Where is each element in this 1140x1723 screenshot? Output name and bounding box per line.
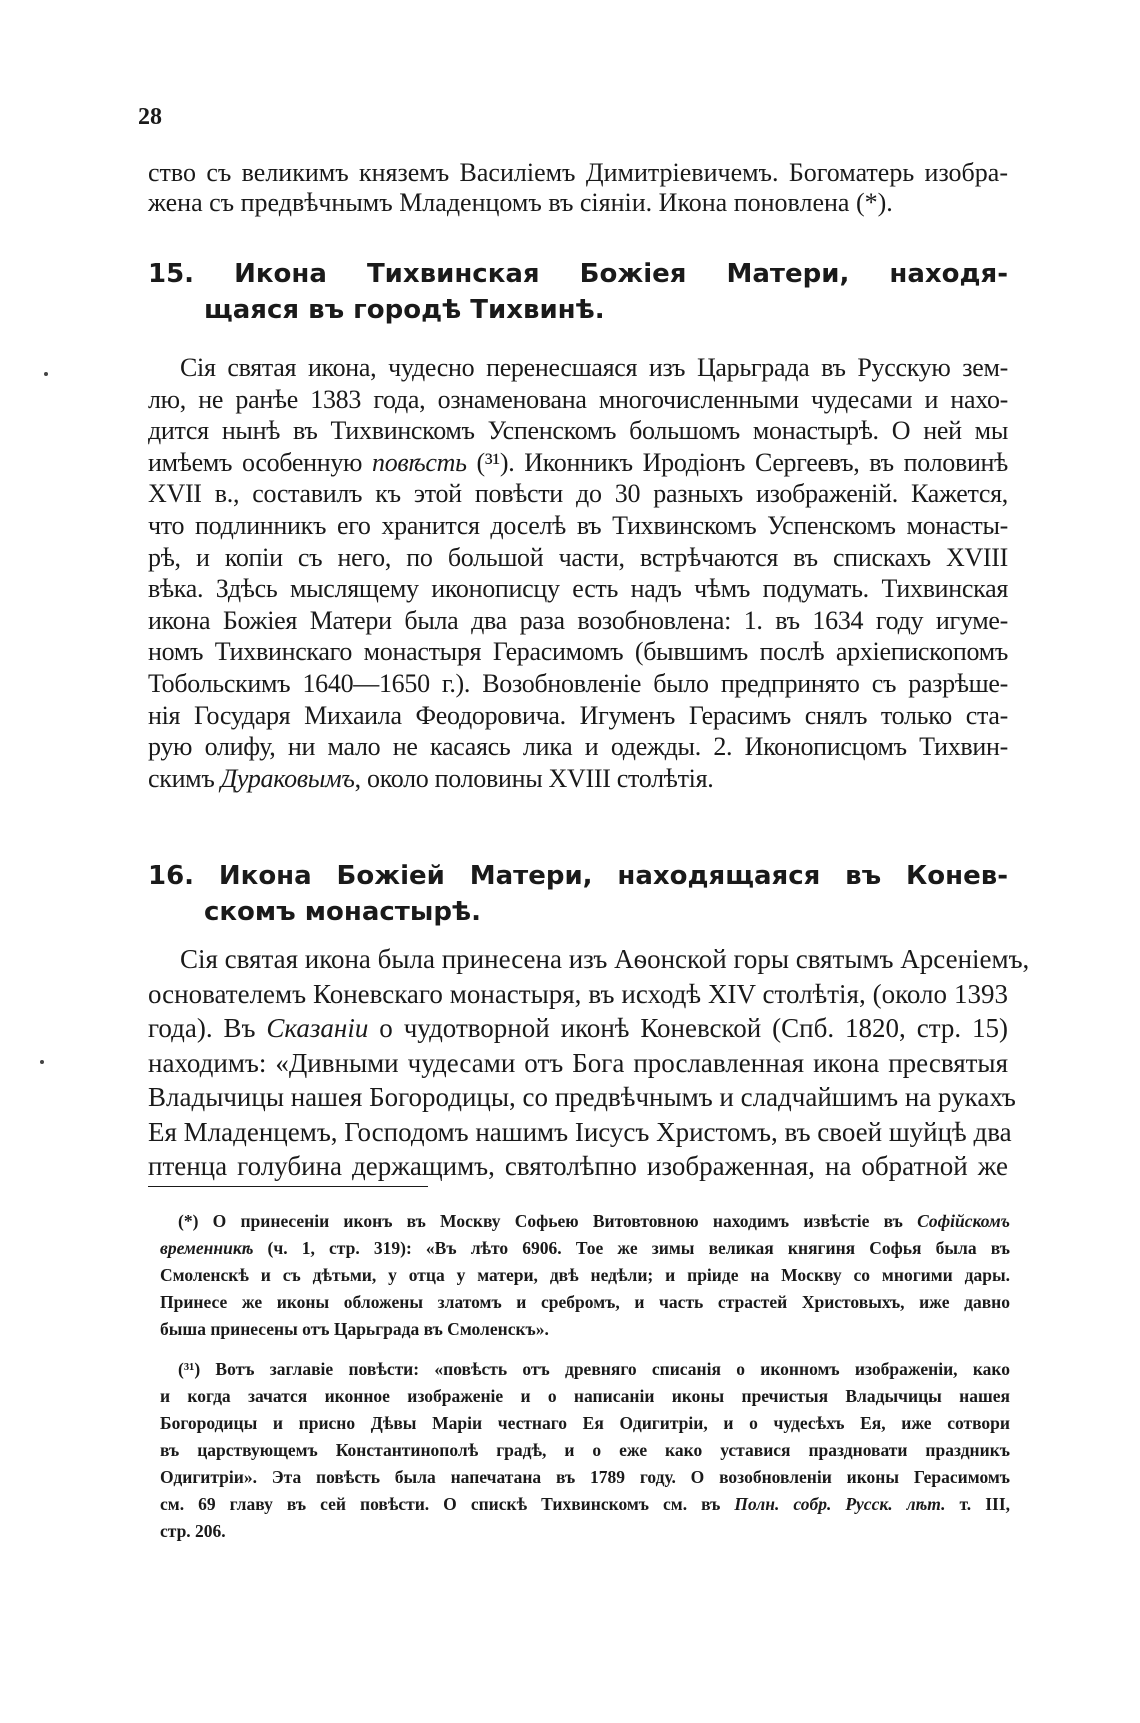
fn31-line-1: (³¹) Вотъ заглавіе повѣсти: «повѣсть отъ древняго списанія о иконномъ изображеніи, како [178, 1359, 1010, 1379]
footnote-separator [148, 1186, 428, 1187]
section-16-heading-line-1: 16. Икона Божіей Матери, находящаяся въ Конев- [148, 861, 1008, 891]
s15-line-4 [148, 447, 1008, 479]
fn-star-line-2-text: (ч. 1, стр. 319): «Въ лѣто 6906. Тое же зимы великая княгиня Софья была въ [253, 1238, 1010, 1258]
s15-line-14-italic: Дураковымъ [220, 763, 355, 793]
intro-paragraph-block [148, 158, 1008, 218]
s16-line-3-italic: Сказаніи [266, 1013, 369, 1043]
section-16-paragraph [148, 942, 1030, 1184]
section-15-heading-line-2: щаяся въ городѣ Тихвинѣ. [204, 295, 605, 325]
s15-line-4-italic: повѣсть [372, 447, 467, 477]
s15-line-7: рѣ, и копіи съ него, по большой части, встрѣчаются въ спискахъ XVIII [148, 542, 1008, 572]
s16-line-7: птенца голубина держащимъ, святолѣпно изображенная, на обратной же [148, 1151, 1008, 1181]
s15-line-10: номъ Тихвинскаго монастыря Герасимомъ (бывшимъ послѣ архіепископомъ [148, 637, 1008, 667]
section-16-paragraph-block [148, 942, 1030, 1184]
footnote-star [160, 1208, 1010, 1343]
fn31-line-7: стр. 206. [160, 1521, 226, 1541]
section-16-heading-block [148, 858, 1008, 930]
intro-paragraph [148, 158, 1008, 218]
fn31-line-6-text-b: т. III, [945, 1494, 1011, 1514]
s15-line-13: рую олифу, ни мало не касаясь лика и одежды. 2. Иконописцомъ Тихвин- [148, 732, 1008, 762]
s15-line-2: лю, не ранѣе 1383 года, ознаменована многочисленными чудесами и нахо- [148, 384, 1008, 414]
section-15-paragraph-block [148, 352, 1008, 794]
section-16-heading-line-2: скомъ монастырѣ. [204, 897, 481, 927]
s15-line-1: Сія святая икона, чудесно перенесшаяся изъ Царьграда въ Русскую зем- [180, 353, 1008, 382]
s16-line-1: Сія святая икона была принесена изъ Аѳонской горы святымъ Арсеніемъ, [180, 944, 1030, 974]
fn-star-line-1-text: (*) О принесеніи иконъ въ Москву Софьею Витовтовною находимъ извѣстіе въ [178, 1211, 918, 1231]
fn31-line-6 [160, 1491, 1010, 1518]
fn-star-line-1-italic: Софійскомъ [917, 1211, 1010, 1231]
s15-line-14-text-a: скимъ [148, 763, 221, 793]
s16-line-3 [148, 1011, 1008, 1046]
s16-line-4: находимъ: «Дивными чудесами отъ Бога прославленная икона пресвятыя [148, 1047, 1008, 1078]
s16-line-3-text-a: года). Въ [148, 1013, 267, 1043]
section-15-heading-line-1: 15. Икона Тихвинская Божіея Матери, находя- [148, 259, 1008, 289]
fn31-line-2: и когда зачатся иконное изображеніе и о написаніи иконы пречистыя Владычицы нашея [160, 1386, 1010, 1406]
page-number: 28 [138, 104, 162, 130]
s15-line-11: Тобольскимъ 1640—1650 г.). Возобновленіе было предпринято съ разрѣше- [148, 668, 1008, 698]
fn31-line-6-italic: Полн. собр. Русск. лѣт. [734, 1494, 946, 1514]
section-15-heading-block [148, 256, 1008, 328]
s16-line-2: основателемъ Коневскаго монастыря, въ исходѣ XIV столѣтія, (около 1393 [148, 978, 1008, 1009]
s15-line-8: вѣка. Здѣсь мыслящему иконописцу есть надъ чѣмъ подумать. Тихвинская [148, 574, 1008, 604]
s15-line-12: нія Государя Михаила Феодоровича. Игуменъ Герасимъ снялъ только ста- [148, 700, 1008, 730]
s15-line-4-text-b: (³¹). Иконникъ Иродіонъ Сергеевъ, въ половинѣ [466, 447, 1008, 477]
fn31-line-5: Одигитріи». Эта повѣсть была напечатана въ 1789 году. О возобновленіи иконы Герасимомъ [160, 1467, 1010, 1487]
s15-line-5: XVII в., составилъ къ этой повѣсти до 30 разныхъ изображеній. Кажется, [148, 479, 1008, 509]
s15-line-9: икона Божіея Матери была два раза возобновлена: 1. въ 1634 году игуме- [148, 605, 1008, 635]
footnote-31 [160, 1356, 1010, 1545]
s15-line-14-text-b: , около половины XVIII столѣтія. [354, 763, 714, 793]
fn31-line-6-text-a: см. 69 главу въ сей повѣсти. О спискѣ Тихвинскомъ см. въ [160, 1494, 735, 1514]
fn-star-line-2 [160, 1235, 1010, 1262]
fn-star-line-1 [160, 1208, 1010, 1235]
margin-speck [40, 1060, 44, 1064]
intro-line-1: ство съ великимъ княземъ Василіемъ Димитріевичемъ. Богоматерь изобра- [148, 158, 1008, 187]
s16-line-3-text-b: о чудотворной иконѣ Коневской (Спб. 1820, стр. 15) [368, 1013, 1008, 1043]
fn-star-line-5: быша принесены отъ Царьграда въ Смоленскъ». [160, 1319, 549, 1339]
s15-line-4-text-a: имѣемъ особенную [148, 447, 372, 477]
intro-line-2: жена съ предвѣчнымъ Младенцомъ въ сіяніи. Икона поновлена (*). [148, 188, 893, 217]
s16-line-6: Ея Младенцемъ, Господомъ нашимъ Іисусъ Христомъ, въ своей шуйцѣ два [148, 1116, 1012, 1147]
fn31-line-4: въ царствующемъ Константинополѣ градѣ, и о еже како уставися праздновати праздникъ [160, 1440, 1010, 1460]
fn31-line-3: Богородицы и присно Дѣвы Маріи честнаго Ея Одигитріи, и о чудесѣхъ Ея, иже сотвори [160, 1413, 1010, 1433]
section-16-heading [148, 858, 1008, 930]
fn-star-line-3: Смоленскѣ и съ дѣтьми, у отца у матери, двѣ недѣли; и пріиде на Москву со многими дары. [160, 1265, 1010, 1285]
s15-line-6: что подлинникъ его хранится доселѣ въ Тихвинскомъ Успенскомъ монасты- [148, 510, 1008, 540]
fn-star-line-4: Принесе же иконы обложены златомъ и сребромъ, и часть страстей Христовыхъ, иже давно [160, 1292, 1010, 1312]
section-15-paragraph [148, 352, 1008, 794]
s15-line-14 [148, 763, 1008, 795]
section-15-heading [148, 256, 1008, 328]
fn-star-line-2-italic: временникѣ [160, 1238, 254, 1258]
s16-line-5: Владычицы нашея Богородицы, со предвѣчнымъ и сладчайшимъ на рукахъ [148, 1082, 1016, 1112]
s15-line-3: дится нынѣ въ Тихвинскомъ Успенскомъ большомъ монастырѣ. О ней мы [148, 416, 1008, 446]
margin-speck [44, 372, 48, 376]
